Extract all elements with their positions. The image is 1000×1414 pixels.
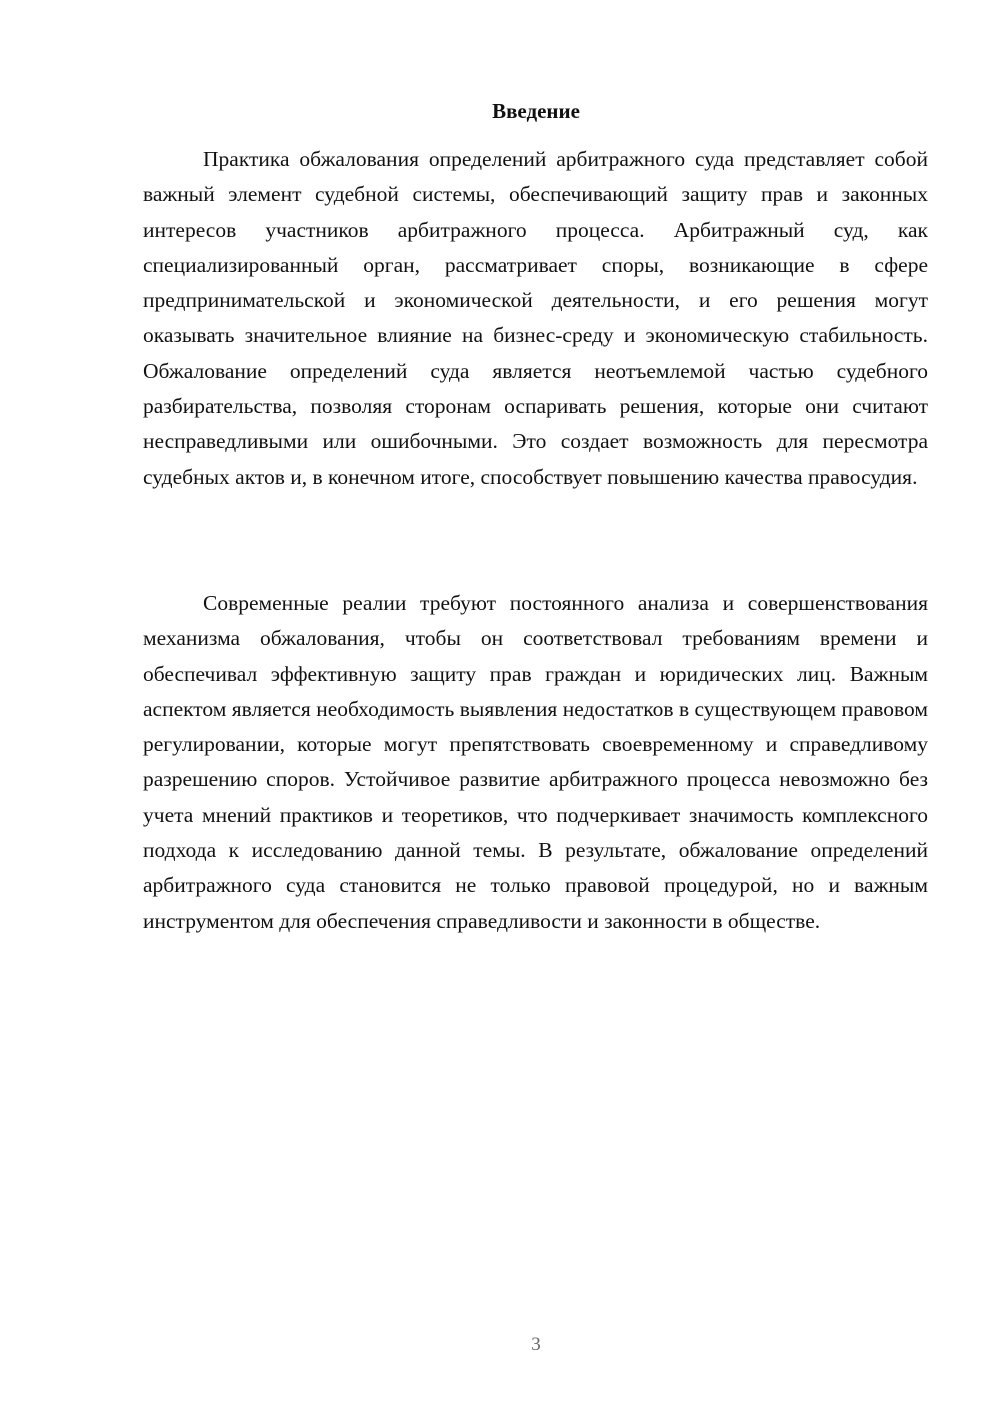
paragraph-1: Практика обжалования определений арбитражного суда представляет собой важный элемент судебной системы, обеспечивающий защиту прав и законных интересов участников арбитражного процесса. Арбитражный суд, как специализированный орган, рассматривает споры, возникающие в сфере предпринимательской и экономической деятельности, и его решения могут оказывать значительное влияние на бизнес-среду и экономическую стабильность. Обжалование определений суда является неотъемлемой частью судебного разбирательства, позволяя сторонам оспаривать решения, которые они считают несправедливыми или ошибочными. Это создает возможность для пересмотра судебных актов и, в конечном итоге, способствует повышению качества правосудия. <box>143 147 928 489</box>
page-number: 3 <box>531 1334 541 1355</box>
paragraph-2: Современные реалии требуют постоянного анализа и совершенствования механизма обжалования, чтобы он соответствовал требованиям времени и обеспечивал эффективную защиту прав граждан и юридических лиц. Важным аспектом является необходимость выявления недостатков в существующем правовом регулировании, которые могут препятствовать своевременному и справедливому разрешению споров. Устойчивое развитие арбитражного процесса невозможно без учета мнений практиков и теоретиков, что подчеркивает значимость комплексного подхода к исследованию данной темы. В результате, обжалование определений арбитражного суда становится не только правовой процедурой, но и важным инструментом для обеспечения справедливости и законности в обществе. <box>143 591 928 933</box>
section-heading: Введение <box>492 99 580 123</box>
